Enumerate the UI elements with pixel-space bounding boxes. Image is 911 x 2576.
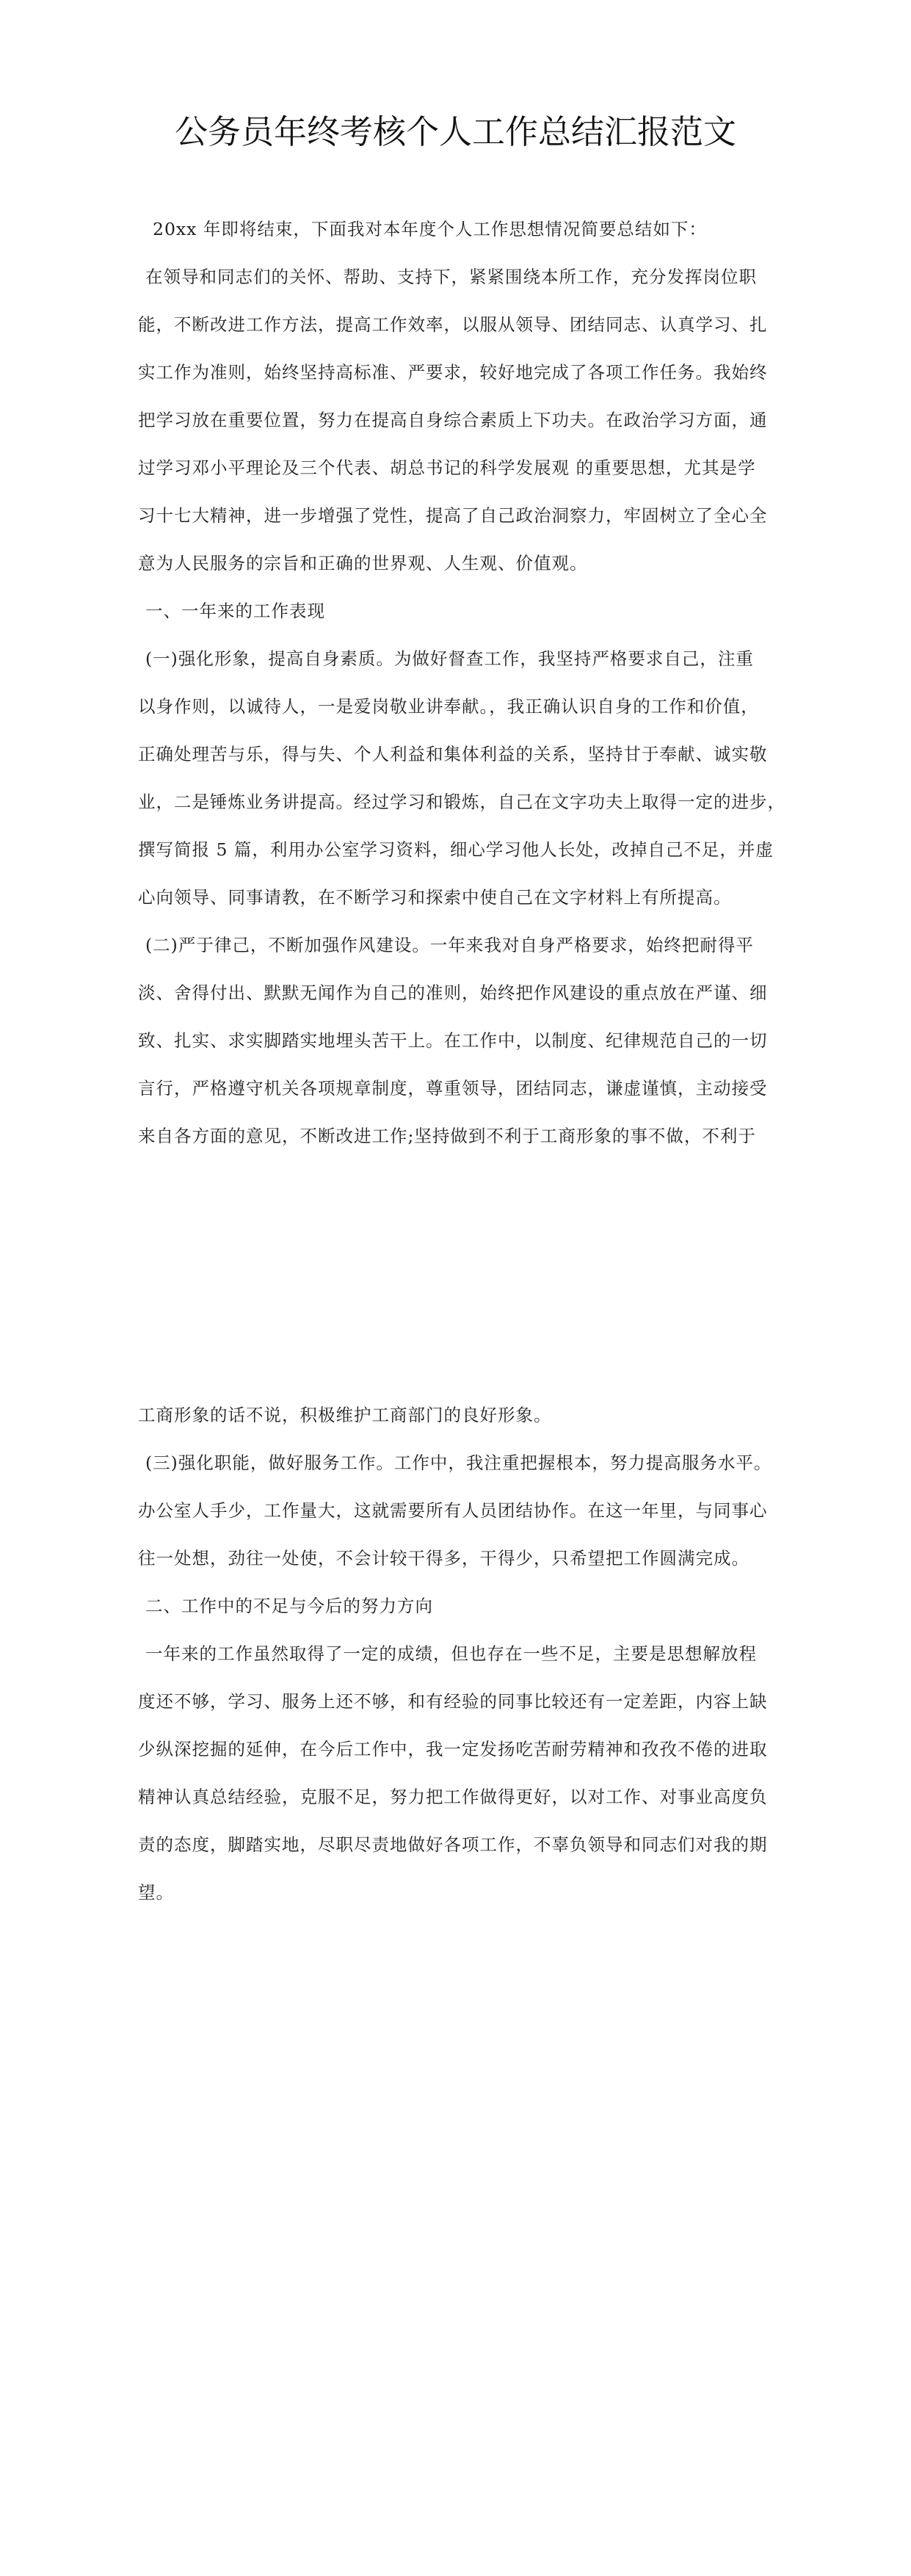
paragraph-service [138,1439,775,1582]
text-line: 能，不断改进工作方法，提高工作效率，以服从领导、团结同志、认真学习、扎 [138,314,768,335]
document-body-part-1 [138,206,785,1160]
text-line: 往一处想，劲往一处使，不会计较干得多，干得少，只希望把工作圆满完成。 [138,1548,750,1569]
text-line: 意为人民服务的宗旨和正确的世界观、人生观、价值观。 [138,553,588,574]
document-body-part-2 [138,1392,775,1917]
text-line: 以身作则，以诚待人，一是爱岗敬业讲奉献。，我正确认识自身的工作和价值， [138,696,759,717]
text-line: 致、扎实、求实脚踏实地埋头苦干上。在工作中，以制度、纪律规范自己的一切 [138,1030,768,1051]
paragraph-discipline-continued [138,1392,775,1439]
text-line: 一年来的工作虽然取得了一定的成绩，但也存在一些不足，主要是思想解放程 [145,1643,757,1664]
text-line: 办公室人手少，工作量大，这就需要所有人员团结协作。在这一年里，与同事心 [138,1500,768,1521]
text-line: 撰写简报 5 篇，利用办公室学习资料，细心学习他人长处，改掉自己不足，并虚 [138,839,774,860]
text-line: 业，二是锤炼业务讲提高。经过学习和锻炼，自己在文字功夫上取得一定的进步， [138,792,785,812]
text-line: 淡、舍得付出、默默无闻作为自己的准则，始终把作风建设的重点放在严谨、细 [138,983,768,1003]
text-line: 望。 [138,1882,174,1903]
paragraph-leadership [138,253,775,587]
text-line: 少纵深挖掘的延伸，在今后工作中，我一定发扬吃苦耐劳精神和孜孜不倦的进取 [138,1739,768,1759]
text-line: 心向领导、同事请教，在不断学习和探索中使自己在文字材料上有所提高。 [138,887,732,908]
text-line: 言行，严格遵守机关各项规章制度，尊重领导，团结同志，谦虚谨慎，主动接受 [138,1078,768,1099]
intro-paragraph [138,206,775,253]
text-line: 把学习放在重要位置，努力在提高自身综合素质上下功夫。在政治学习方面，通 [138,410,768,430]
section-heading-work-performance [138,587,775,635]
text-line: 精神认真总结经验，克服不足，努力把工作做得更好，以对工作、对事业高度负 [138,1787,768,1807]
section-heading-shortcomings [138,1582,775,1630]
text-line: 来自各方面的意见，不断改进工作;坚持做到不利于工商形象的事不做，不利于 [138,1126,756,1146]
text-line: 20xx 年即将结束，下面我对本年度个人工作思想情况简要总结如下： [153,219,707,239]
text-line: 责的态度，脚踏实地，尽职尽责地做好各项工作，不辜负领导和同志们对我的期 [138,1834,768,1855]
text-line: (三)强化职能，做好服务工作。工作中，我注重把握根本，努力提高服务水平。 [145,1452,772,1473]
paragraph-shortcomings [138,1630,775,1917]
text-line: 度还不够，学习、服务上还不够，和有经验的同事比较还有一定差距，内容上缺 [138,1691,768,1712]
heading-line: 一、一年来的工作表现 [145,601,325,621]
text-line: 实工作为准则，始终坚持高标准、严要求，较好地完成了各项工作任务。我始终 [138,362,768,383]
text-line: 习十七大精神，进一步增强了党性，提高了自己政治洞察力，牢固树立了全心全 [138,505,768,526]
heading-line: 二、工作中的不足与今后的努力方向 [145,1596,433,1616]
text-line: 在领导和同志们的关怀、帮助、支持下，紧紧围绕本所工作，充分发挥岗位职 [145,267,757,287]
text-line: 正确处理苦与乐，得与失、个人利益和集体利益的关系，坚持甘于奉献、诚实敬 [138,744,768,764]
paragraph-image [138,635,785,922]
text-line: 工商形象的话不说，积极维护工商部门的良好形象。 [138,1405,552,1425]
document-title: 公务员年终考核个人工作总结汇报范文 [174,112,736,151]
text-line: 过学习邓小平理论及三个代表、胡总书记的科学发展观 的重要思想，尤其是学 [138,457,756,478]
paragraph-discipline [138,922,775,1160]
text-line: (二)严于律己，不断加强作风建设。一年来我对自身严格要求，始终把耐得平 [145,935,754,955]
text-line: (一)强化形象，提高自身素质。为做好督查工作，我坚持严格要求自己，注重 [145,648,754,669]
